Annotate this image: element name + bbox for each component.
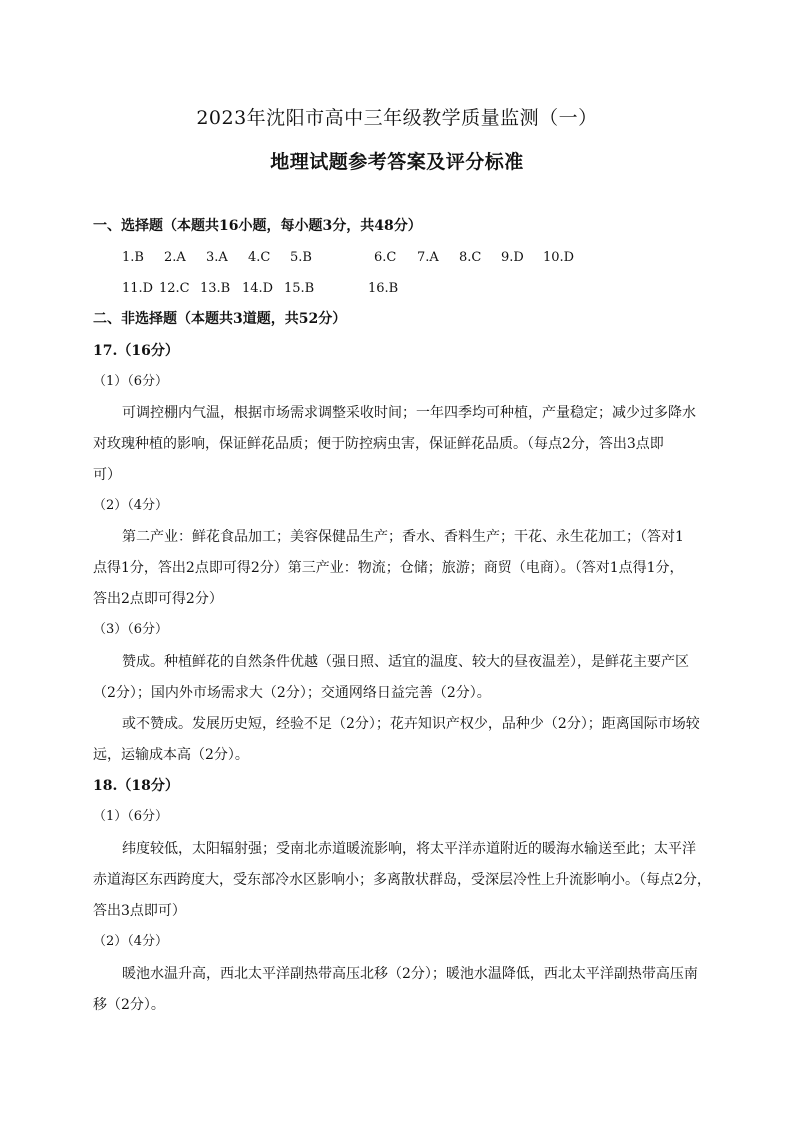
answer-item: 11.D [122,281,154,296]
answer-item: 4.C [248,250,271,265]
q17-part2-line: 答出2点即可得2分） [93,591,223,607]
answer-item: 8.C [459,250,482,265]
section2-heading: 二、非选择题（本题共3道题，共52分） [93,311,347,327]
q17-part2-line: 点得1分，答出2点即可得2分）第三产业：物流；仓储；旅游；商贸（电商）。（答对1点得1分， [93,560,684,576]
answer-item: 6.C [374,250,397,265]
q18-part1-line: 纬度较低，太阳辐射强；受南北赤道暖流影响，将太平洋赤道附近的暖海水输送至此；太平洋 [122,841,696,857]
document-title: 2023年沈阳市高中三年级教学质量监测（一） [196,107,598,129]
q17-part3-line: 远，运输成本高（2分）。 [93,747,249,763]
q17-part2-label: （2）（4分） [93,498,169,513]
q17-part1-line: 对玫瑰种植的影响，保证鲜花品质；便于防控病虫害，保证鲜花品质。（每点2分，答出3点即 [93,436,664,452]
answer-item: 3.A [206,250,228,265]
q17-part1-line: 可调控棚内气温，根据市场需求调整采收时间；一年四季均可种植，产量稳定；减少过多降水 [122,405,696,421]
answer-item: 13.B [200,281,231,296]
q17-heading: 17.（16分） [93,343,179,359]
q17-part2-line: 第二产业：鲜花食品加工；美容保健品生产；香水、香料生产；干花、永生花加工；（答对1 [122,529,684,545]
q17-part3-line: 赞成。种植鲜花的自然条件优越（强日照、适宜的温度、较大的昼夜温差），是鲜花主要产区 [122,654,689,670]
answer-item: 15.B [284,281,315,296]
q18-part1-label: （1）（6分） [93,809,169,824]
q18-part2-line: 移（2分）。 [93,997,165,1013]
answer-item: 7.A [417,250,439,265]
q18-part1-line: 答出3点即可） [93,903,186,919]
q18-heading: 18.（18分） [93,778,179,794]
answer-item: 14.D [242,281,274,296]
answer-item: 5.B [290,250,312,265]
q17-part3-label: （3）（6分） [93,622,169,637]
document-subtitle: 地理试题参考答案及评分标准 [270,151,524,173]
answer-item: 12.C [159,281,190,296]
section1-heading: 一、选择题（本题共16小题，每小题3分，共48分） [93,218,422,234]
answer-item: 2.A [164,250,186,265]
q17-part1-line: 可） [93,467,121,483]
answer-item: 10.D [543,250,575,265]
q17-part3-line: （2分）；国内外市场需求大（2分）；交通网络日益完善（2分）。 [93,685,491,701]
answer-item: 9.D [501,250,524,265]
q17-part3-line: 或不赞成。发展历史短，经验不足（2分）；花卉知识产权少，品种少（2分）；距离国际市场较 [122,716,700,732]
q18-part2-line: 暖池水温升高，西北太平洋副热带高压北移（2分）；暖池水温降低，西北太平洋副热带高压南 [122,966,698,982]
q18-part2-label: （2）（4分） [93,934,169,949]
q17-part1-label: （1）（6分） [93,374,169,389]
answer-item: 16.B [368,281,399,296]
answer-item: 1.B [122,250,144,265]
q18-part1-line: 赤道海区东西跨度大，受东部冷水区影响小；多离散状群岛，受深层冷性上升流影响小。（每点2分， [93,872,711,888]
